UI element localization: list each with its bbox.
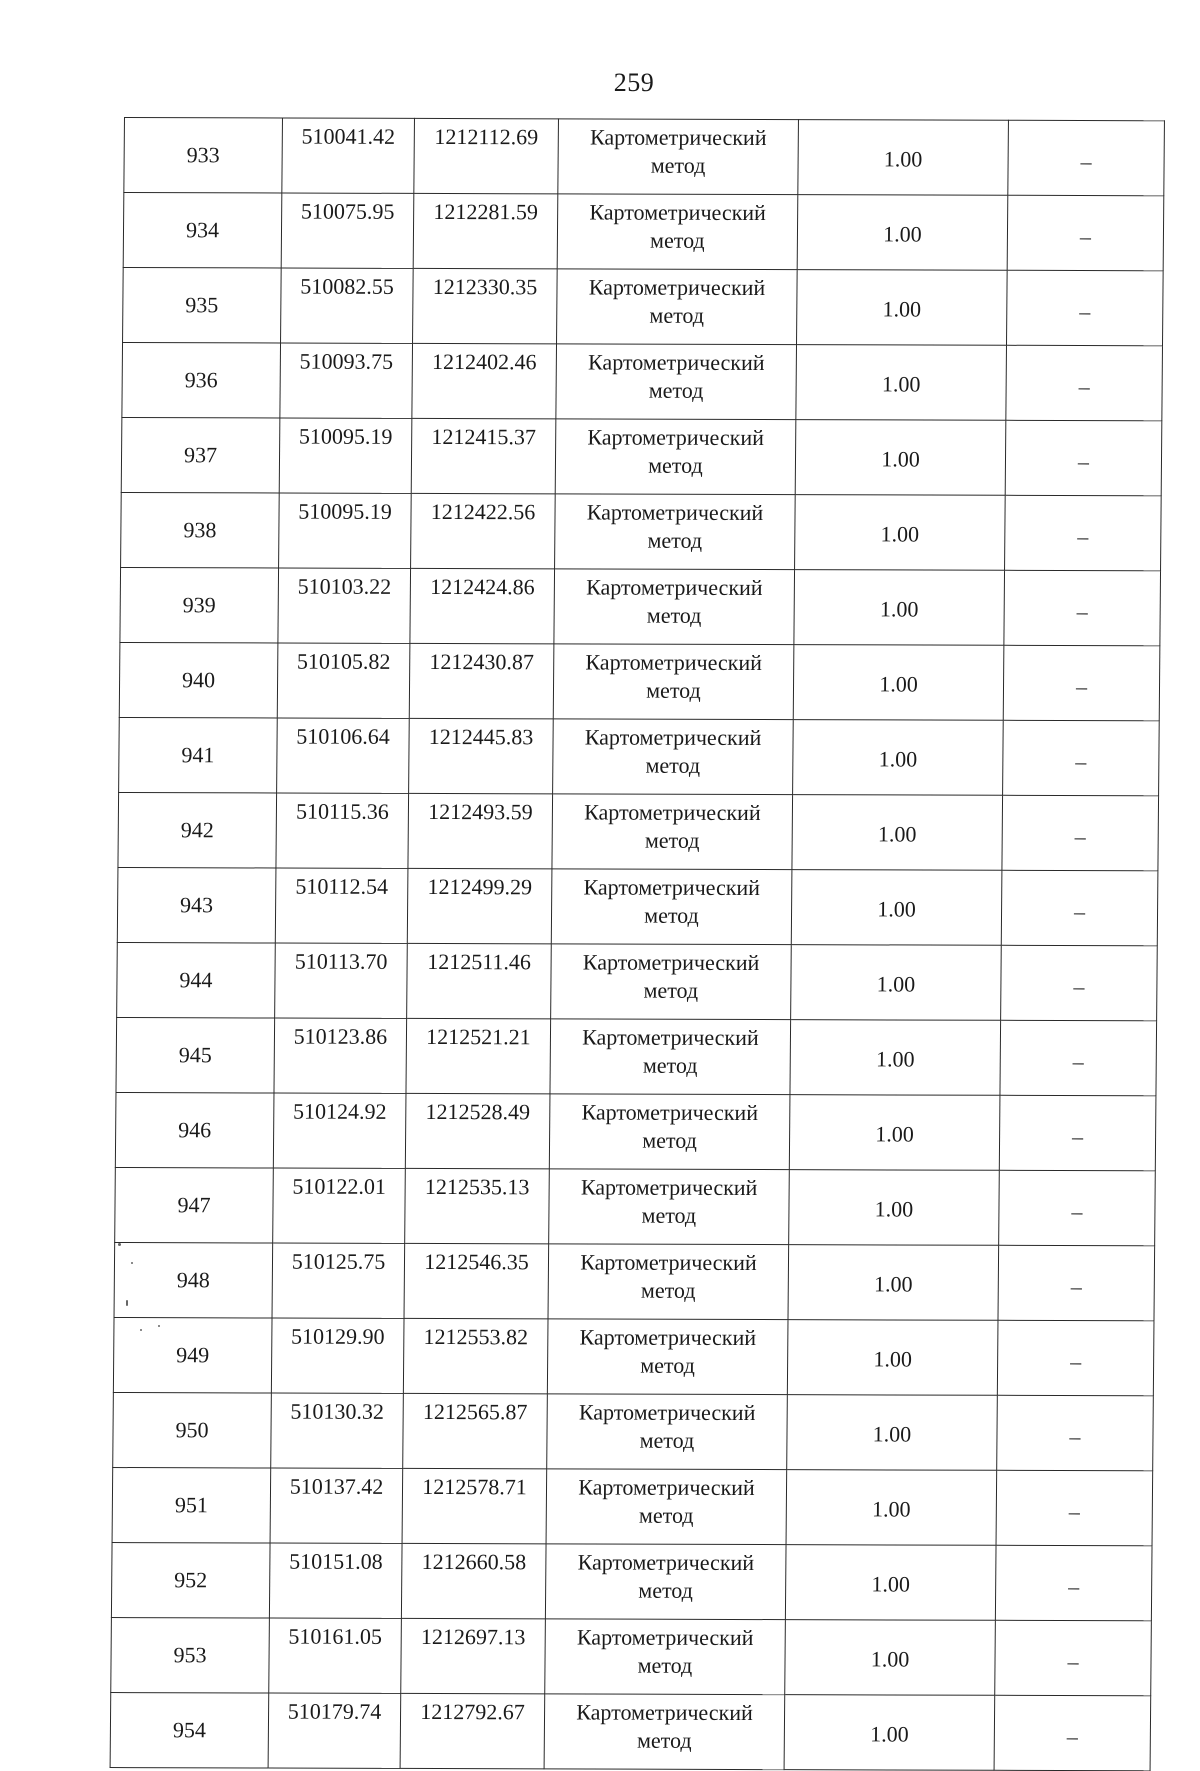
method-cell	[552, 794, 793, 870]
method-line-2: метод	[650, 227, 705, 253]
x-coordinate-cell: 510075.95	[281, 193, 414, 268]
accuracy-cell: 1.00	[797, 195, 1008, 271]
y-coordinate-cell: 1212521.21	[406, 1018, 551, 1093]
note-cell: –	[1004, 570, 1161, 645]
note-cell: –	[999, 1170, 1156, 1245]
method-line-1: Картометрический	[584, 799, 761, 826]
coordinates-sheet	[110, 117, 1164, 1771]
x-coordinate-cell: 510179.74	[268, 1693, 401, 1768]
table-row	[120, 568, 1161, 646]
method-line-2: метод	[641, 1202, 697, 1228]
accuracy-cell: 1.00	[795, 420, 1006, 496]
point-number-cell: 950	[113, 1393, 272, 1468]
point-number-cell: 949	[113, 1318, 272, 1393]
note-cell: –	[1000, 1020, 1157, 1095]
x-coordinate-cell: 510137.42	[270, 1468, 403, 1543]
method-line-2: метод	[643, 977, 699, 1003]
y-coordinate-cell: 1212578.71	[402, 1468, 547, 1543]
note-cell: –	[1003, 720, 1160, 795]
method-cell	[556, 344, 797, 420]
note-cell: –	[1001, 945, 1158, 1020]
table-row	[119, 718, 1160, 796]
accuracy-cell: 1.00	[793, 720, 1004, 796]
note-cell: –	[1001, 870, 1158, 945]
method-line-1: Картометрический	[577, 1549, 755, 1576]
y-coordinate-cell: 1212330.35	[413, 268, 558, 343]
method-cell	[558, 119, 799, 195]
y-coordinate-cell: 1212402.46	[412, 343, 557, 418]
method-cell	[551, 869, 792, 945]
y-coordinate-cell: 1212535.13	[405, 1168, 550, 1243]
table-row	[113, 1393, 1154, 1471]
table-row	[123, 193, 1164, 271]
point-number-cell: 952	[111, 1543, 270, 1618]
x-coordinate-cell: 510161.05	[269, 1618, 402, 1693]
coordinates-table	[110, 117, 1165, 1771]
method-line-2: метод	[642, 1127, 697, 1153]
method-line-2: метод	[646, 677, 701, 703]
note-cell: –	[999, 1095, 1156, 1170]
note-cell: –	[997, 1395, 1154, 1470]
x-coordinate-cell: 510112.54	[275, 868, 408, 943]
method-line-2: метод	[637, 1652, 693, 1678]
method-line-2: метод	[639, 1427, 695, 1453]
y-coordinate-cell: 1212281.59	[413, 193, 558, 268]
point-number-cell: 940	[119, 643, 278, 718]
scan-speck	[126, 1300, 128, 1306]
method-line-1: Картометрический	[582, 949, 760, 976]
x-coordinate-cell: 510082.55	[281, 268, 414, 343]
scan-speck	[118, 1243, 121, 1246]
point-number-cell: 951	[112, 1468, 271, 1543]
point-number-cell: 945	[116, 1018, 275, 1093]
method-line-2: метод	[646, 602, 702, 628]
accuracy-cell: 1.00	[785, 1545, 996, 1621]
accuracy-cell: 1.00	[789, 1170, 1000, 1246]
method-cell	[553, 644, 794, 720]
method-line-1: Картометрический	[586, 574, 763, 601]
x-coordinate-cell: 510125.75	[272, 1243, 405, 1318]
note-cell: –	[994, 1695, 1151, 1770]
method-line-1: Картометрический	[576, 1624, 754, 1651]
point-number-cell: 942	[118, 793, 277, 868]
point-number-cell: 938	[121, 493, 280, 568]
x-coordinate-cell: 510151.08	[269, 1543, 402, 1618]
table-row	[111, 1543, 1152, 1621]
point-number-cell: 939	[120, 568, 279, 643]
method-line-1: Картометрический	[584, 724, 762, 751]
accuracy-cell: 1.00	[784, 1695, 995, 1771]
x-coordinate-cell: 510129.90	[271, 1318, 404, 1393]
page-number: 259	[613, 68, 655, 97]
y-coordinate-cell: 1212553.82	[403, 1318, 548, 1393]
y-coordinate-cell: 1212415.37	[411, 418, 556, 493]
table-row	[117, 868, 1158, 946]
method-cell	[545, 1544, 786, 1620]
method-cell	[557, 194, 798, 270]
table-row	[116, 1018, 1157, 1096]
method-cell	[555, 494, 796, 570]
method-cell	[549, 1169, 790, 1245]
method-cell	[554, 569, 795, 645]
accuracy-cell: 1.00	[794, 570, 1005, 646]
table-row	[124, 118, 1165, 196]
y-coordinate-cell: 1212430.87	[409, 643, 554, 718]
accuracy-cell: 1.00	[789, 1095, 1000, 1171]
x-coordinate-cell: 510095.19	[279, 493, 412, 568]
scan-speck	[140, 1329, 142, 1331]
note-cell: –	[1005, 420, 1162, 495]
x-coordinate-cell: 510093.75	[280, 343, 413, 418]
method-line-2: метод	[636, 1727, 692, 1753]
note-cell: –	[1006, 345, 1163, 420]
method-cell	[553, 719, 794, 795]
accuracy-cell: 1.00	[798, 120, 1009, 196]
y-coordinate-cell: 1212499.29	[407, 868, 552, 943]
note-cell: –	[995, 1620, 1152, 1695]
method-cell	[555, 419, 796, 495]
x-coordinate-cell: 510123.86	[274, 1018, 407, 1093]
table-row	[115, 1168, 1156, 1246]
y-coordinate-cell: 1212546.35	[404, 1243, 549, 1318]
method-line-1: Картометрический	[585, 649, 763, 676]
point-number-cell: 946	[115, 1093, 274, 1168]
x-coordinate-cell: 510103.22	[278, 568, 411, 643]
method-line-1: Картометрический	[578, 1399, 756, 1426]
y-coordinate-cell: 1212792.67	[400, 1693, 545, 1768]
y-coordinate-cell: 1212528.49	[405, 1093, 550, 1168]
accuracy-cell: 1.00	[792, 795, 1003, 871]
point-number-cell: 937	[121, 418, 280, 493]
method-cell	[545, 1619, 786, 1695]
method-cell	[544, 1694, 785, 1770]
accuracy-cell: 1.00	[787, 1395, 998, 1471]
method-cell	[549, 1094, 790, 1170]
point-number-cell: 944	[117, 943, 276, 1018]
accuracy-cell: 1.00	[791, 945, 1002, 1021]
accuracy-cell: 1.00	[786, 1470, 997, 1546]
table-row	[119, 643, 1160, 721]
method-line-2: метод	[645, 752, 701, 778]
accuracy-cell: 1.00	[793, 645, 1004, 721]
point-number-cell: 933	[124, 118, 283, 193]
x-coordinate-cell: 510041.42	[282, 118, 415, 193]
method-cell	[548, 1244, 789, 1320]
point-number-cell: 934	[123, 193, 282, 268]
y-coordinate-cell: 1212445.83	[409, 718, 554, 793]
accuracy-cell: 1.00	[796, 345, 1007, 421]
accuracy-cell: 1.00	[788, 1245, 999, 1321]
y-coordinate-cell: 1212424.86	[410, 568, 555, 643]
y-coordinate-cell: 1212660.58	[401, 1543, 546, 1618]
method-line-1: Картометрический	[587, 424, 765, 451]
point-number-cell: 935	[123, 268, 282, 343]
method-line-2: метод	[648, 377, 704, 403]
method-line-2: метод	[642, 1052, 698, 1078]
method-line-1: Картометрический	[589, 199, 767, 226]
method-cell	[557, 269, 798, 345]
point-number-cell: 948	[114, 1243, 273, 1318]
method-line-1: Картометрический	[580, 1174, 758, 1201]
accuracy-cell: 1.00	[785, 1620, 996, 1696]
note-cell: –	[1003, 645, 1160, 720]
coordinates-table-body	[110, 118, 1164, 1771]
table-row	[121, 493, 1162, 571]
table-row	[112, 1468, 1153, 1546]
point-number-cell: 936	[122, 343, 281, 418]
method-line-2: метод	[647, 527, 703, 553]
table-row	[121, 418, 1162, 496]
note-cell: –	[1005, 495, 1162, 570]
y-coordinate-cell: 1212422.56	[411, 493, 556, 568]
method-line-2: метод	[640, 1352, 695, 1378]
note-cell: –	[1008, 120, 1165, 195]
table-row	[115, 1093, 1156, 1171]
method-cell	[550, 1019, 791, 1095]
method-line-2: метод	[644, 902, 699, 928]
y-coordinate-cell: 1212697.13	[401, 1618, 546, 1693]
scan-speck	[131, 1262, 133, 1264]
scan-speck	[158, 1325, 160, 1327]
method-line-1: Картометрический	[588, 274, 766, 301]
x-coordinate-cell: 510115.36	[276, 793, 409, 868]
accuracy-cell: 1.00	[787, 1320, 998, 1396]
point-number-cell: 954	[110, 1693, 269, 1768]
y-coordinate-cell: 1212565.87	[403, 1393, 548, 1468]
method-line-2: метод	[638, 1577, 694, 1603]
method-cell	[551, 944, 792, 1020]
method-line-1: Картометрический	[581, 1099, 759, 1126]
method-line-1: Картометрический	[586, 499, 764, 526]
method-line-2: метод	[638, 1502, 694, 1528]
method-cell	[546, 1469, 787, 1545]
method-line-1: Картометрический	[587, 349, 765, 376]
table-row	[113, 1318, 1154, 1396]
note-cell: –	[998, 1245, 1155, 1320]
method-line-1: Картометрический	[582, 1024, 759, 1051]
note-cell: –	[1007, 195, 1164, 270]
x-coordinate-cell: 510124.92	[273, 1093, 406, 1168]
table-row	[117, 943, 1158, 1021]
method-line-2: метод	[650, 152, 706, 178]
note-cell: –	[1002, 795, 1159, 870]
method-line-1: Картометрический	[580, 1249, 757, 1276]
method-line-1: Картометрический	[576, 1699, 753, 1726]
x-coordinate-cell: 510095.19	[279, 418, 412, 493]
method-cell	[547, 1319, 788, 1395]
note-cell: –	[1006, 270, 1163, 345]
x-coordinate-cell: 510106.64	[277, 718, 410, 793]
point-number-cell: 943	[117, 868, 276, 943]
method-line-2: метод	[644, 827, 700, 853]
table-row	[123, 268, 1164, 346]
accuracy-cell: 1.00	[795, 495, 1006, 571]
accuracy-cell: 1.00	[797, 270, 1008, 346]
x-coordinate-cell: 510122.01	[273, 1168, 406, 1243]
method-cell	[547, 1394, 788, 1470]
method-line-2: метод	[640, 1277, 696, 1303]
note-cell: –	[996, 1470, 1153, 1545]
point-number-cell: 941	[119, 718, 278, 793]
table-row	[122, 343, 1163, 421]
x-coordinate-cell: 510105.82	[277, 643, 410, 718]
note-cell: –	[997, 1320, 1154, 1395]
x-coordinate-cell: 510113.70	[275, 943, 408, 1018]
table-row	[111, 1618, 1152, 1696]
y-coordinate-cell: 1212511.46	[407, 943, 552, 1018]
method-line-2: метод	[649, 302, 705, 328]
x-coordinate-cell: 510130.32	[271, 1393, 404, 1468]
point-number-cell: 953	[111, 1618, 270, 1693]
accuracy-cell: 1.00	[790, 1020, 1001, 1096]
method-line-1: Картометрический	[579, 1324, 757, 1351]
y-coordinate-cell: 1212112.69	[414, 118, 559, 193]
y-coordinate-cell: 1212493.59	[408, 793, 553, 868]
method-line-1: Картометрический	[583, 874, 761, 901]
method-line-2: метод	[648, 452, 703, 478]
table-row	[110, 1693, 1151, 1771]
accuracy-cell: 1.00	[791, 870, 1002, 946]
note-cell: –	[995, 1545, 1152, 1620]
method-line-1: Картометрический	[578, 1474, 755, 1501]
table-row	[118, 793, 1159, 871]
table-row	[114, 1243, 1155, 1321]
method-line-1: Картометрический	[589, 124, 767, 151]
point-number-cell: 947	[115, 1168, 274, 1243]
